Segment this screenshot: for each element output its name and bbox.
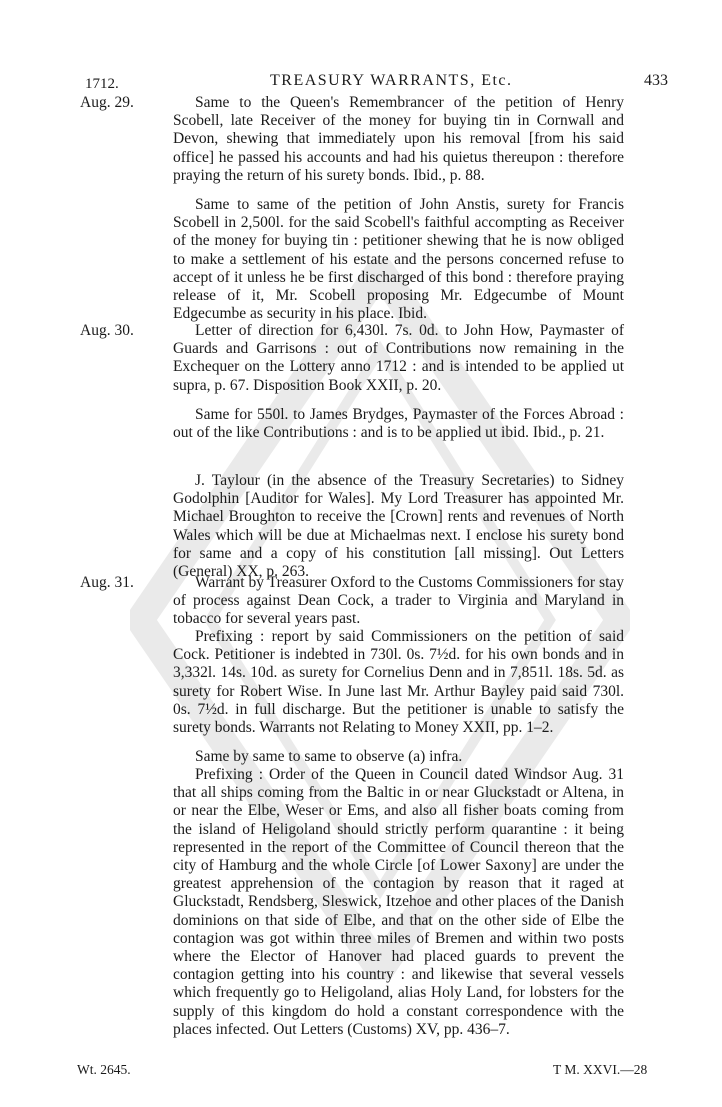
paragraph-cock-report: Prefixing : report by said Commissioners on the petition of said Cock. Petitioner is indebted in 730l. 0s. 7½d. for his own bonds and in 3,332l. 14s. 10d. as surety for Cornelius Denn and in 7,851l. 18s. 5d. as surety for Robert Wise. In June last Mr. Arthur Bayley paid said 730l. 0s. 7½d. in full discharge. But the petitioner is unable to satisfy the surety bonds. Warrants not Relating to Money XXII, pp. 1–2. xyxy=(173,628,624,737)
footer-print-mark: Wt. 2645. xyxy=(77,1062,131,1077)
header-year: 1712. xyxy=(85,76,119,92)
paragraph-scobell-petition: Same to the Queen's Remembrancer of the petition of Henry Scobell, late Receiver of the money for buying tin in Cornwall and Devon, shewing that immediately upon his removal [from his said office] he passed his accounts and had his quietus thereupon : therefore praying the return of his surety bonds. Ibid., p. 88. xyxy=(173,94,624,184)
running-header xyxy=(0,72,722,94)
paragraph-brydges-letter: Same for 550l. to James Brydges, Paymaster of the Forces Abroad : out of the like Contributions : and is to be applied ut ibid. Ibid., p. 21. xyxy=(173,406,624,442)
paragraph-taylour-letter: J. Taylour (in the absence of the Treasury Secretaries) to Sidney Godolphin [Auditor for Wales]. My Lord Treasurer has appointed Mr. Michael Broughton to receive the [Crown] rents and revenues of North Wales which will be due at Michaelmas next. I enclose his surety bond for same and a copy of his constitution [all missing]. Out Letters (General) XX, p. 263. xyxy=(173,472,624,581)
header-title: TREASURY WARRANTS, Etc. xyxy=(270,72,513,89)
entry-date-aug-30: Aug. 30. xyxy=(80,322,134,339)
paragraph-quarantine-order: Prefixing : Order of the Queen in Council dated Windsor Aug. 31 that all ships coming from the Baltic in or near Gluckstadt or Altena, in or near the Elbe, Weser or Ems, and also all fisher boats coming from the island of Heligoland should strictly perform quarantine : it being represented in the report of the Committee of Council thereon that the city of Hamburg and the whole Circle [of Lower Saxony] are under the greatest apprehension of the contagion by reason that it raged at Gluckstadt, Rendsberg, Sleswick, Itzehoe and other places of the Danish dominions on that side of Elbe, and that on the other side of Elbe the contagion was got within three miles of Bremen and within two posts where the Elector of Hanover had placed guards to prevent the contagion getting into his country : and likewise that several vessels which frequently go to Heligoland, alias Holy Land, for lobsters for the supply of this kingdom do hold a constant correspondence with the places infected. Out Letters (Customs) XV, pp. 436–7. xyxy=(173,766,624,1038)
page-number: 433 xyxy=(644,72,668,89)
footer-signature-mark: T M. XXVI.—28 xyxy=(553,1062,648,1077)
paragraph-cock-warrant: Warrant by Treasurer Oxford to the Customs Commissioners for stay of process against Dean Cock, a trader to Virginia and Maryland in tobacco for several years past. xyxy=(173,574,624,628)
entry-date-aug-29: Aug. 29. xyxy=(80,94,134,111)
paragraph-anstis-petition: Same to same of the petition of John Anstis, surety for Francis Scobell in 2,500l. for the said Scobell's faithful accompting as Receiver of the money for buying tin : petitioner shewing that he is now obliged to make a settlement of his estate and the persons concerned refuse to accept of it unless he be first discharged of this bond : therefore praying release of it, Mr. Scobell proposing Mr. Edgecumbe of Mount Edgecumbe as security in his place. Ibid. xyxy=(173,196,624,323)
paragraph-how-letter: Letter of direction for 6,430l. 7s. 0d. to John How, Paymaster of Guards and Garrisons : out of Contributions now remaining in the Exchequer on the Lottery anno 1712 : and is intended to be applied ut supra, p. 67. Disposition Book XXII, p. 20. xyxy=(173,322,624,394)
entry-date-aug-31: Aug. 31. xyxy=(80,574,134,591)
paragraph-observe-infra: Same by same to same to observe (a) infra. xyxy=(195,748,463,765)
